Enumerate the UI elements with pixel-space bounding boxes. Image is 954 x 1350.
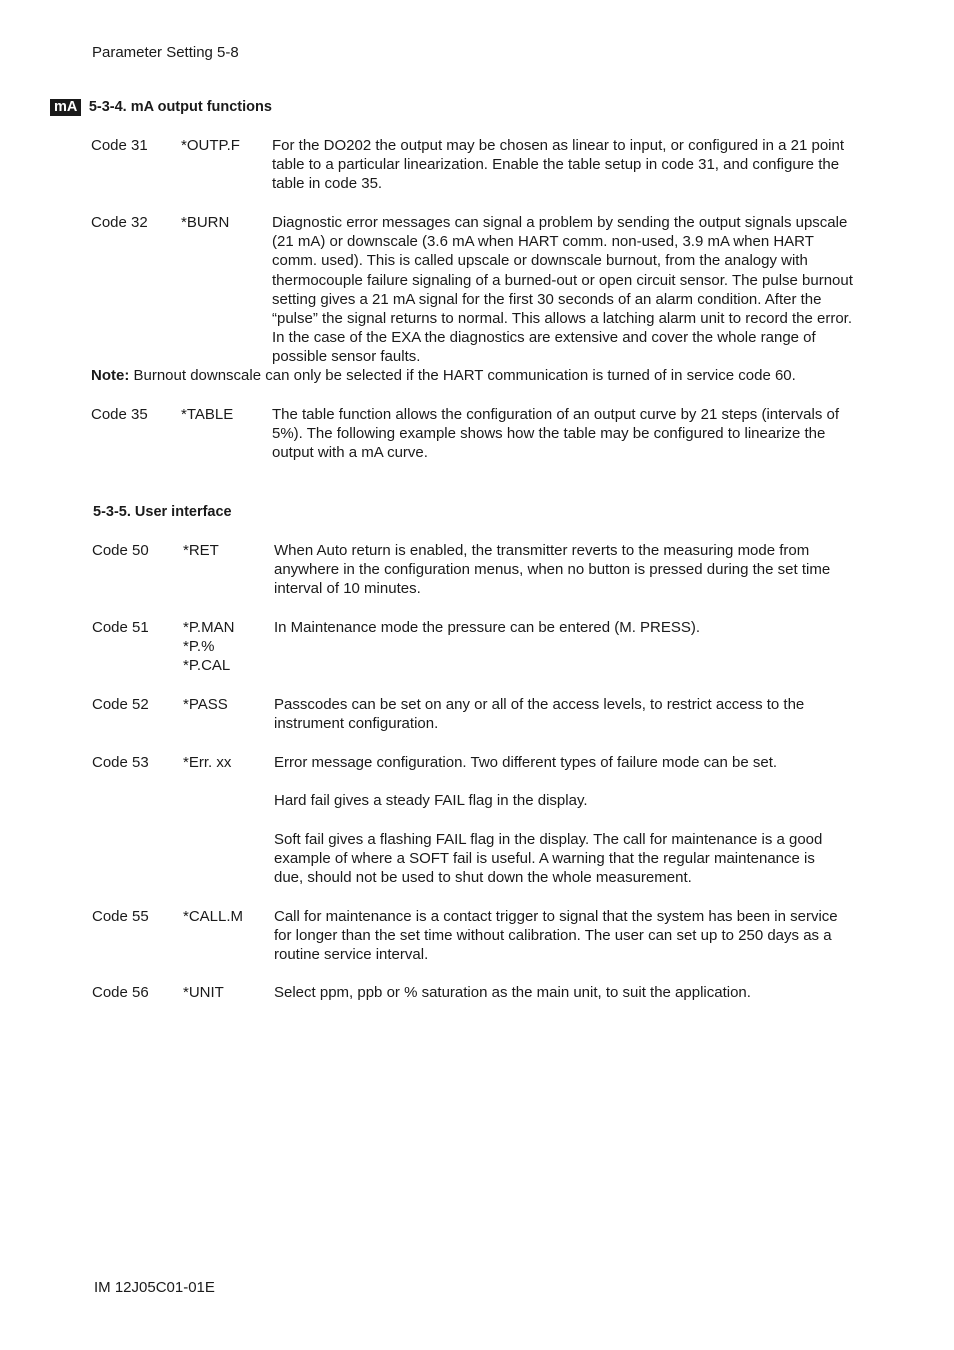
param-name: *PASS	[183, 696, 228, 713]
param-description: Diagnostic error messages can signal a problem by sending the output signals upscale (21 mA) or downscale (3.6 mA when HART comm. non-used, 3.9 mA when HART comm. used). This is called upscale or downscale burnout, from the analogy with thermocouple failure signaling of a burned-out or open circuit sensor. The pulse burnout setting gives a 21 mA signal for the first 30 seconds of an alarm condition. After the “pulse” the signal returns to normal. This allows a latching alarm unit to record the error. In the case of the EXA the diagnostics are extensive and cover the whole range of possible sensor faults.	[272, 214, 853, 366]
param-name: *TABLE	[181, 406, 234, 423]
param-name: *OUTP.F	[181, 137, 240, 154]
section-title: 5-3-4. mA output functions	[88, 99, 272, 115]
param-name: *Err. xx	[183, 754, 232, 771]
param-name: *CALL.M	[183, 908, 244, 925]
code-label: Code 56	[92, 984, 149, 1001]
param-description: Call for maintenance is a contact trigger to signal that the system has been in service for longer than the set time without calibration. The user can set up to 250 days as a routine service interval.	[274, 908, 838, 964]
section-title-user-interface: 5-3-5. User interface	[93, 504, 232, 520]
param-name: *P.MAN *P.% *P.CAL	[183, 619, 235, 675]
param-name: *BURN	[181, 214, 230, 231]
code-label: Code 31	[91, 137, 148, 154]
note-label: Note:	[91, 367, 130, 384]
section-heading-ma	[50, 98, 272, 116]
param-description: In Maintenance mode the pressure can be entered (M. PRESS).	[274, 619, 701, 636]
page-header: Parameter Setting 5-8	[92, 44, 239, 61]
param-description: For the DO202 the output may be chosen as linear to input, or configured in a 21 point table to a particular linearization. Enable the table setup in code 31, and configure the table in code 35.	[272, 137, 845, 193]
code-label: Code 55	[92, 908, 149, 925]
code-label: Code 51	[92, 619, 149, 636]
code-label: Code 32	[91, 214, 148, 231]
note-text: Burnout downscale can only be selected if the HART communication is turned of in service code 60.	[129, 367, 796, 384]
page-footer-doc-id: IM 12J05C01-01E	[94, 1279, 215, 1296]
code-label: Code 52	[92, 696, 149, 713]
param-description: The table function allows the configuration of an output curve by 21 steps (intervals of 5%). The following example shows how the table may be configured to linearize the output with a mA curve.	[272, 406, 839, 462]
hard-fail-text: Hard fail gives a steady FAIL flag in the display.	[274, 792, 588, 810]
param-description	[274, 753, 858, 887]
param-name: *UNIT	[183, 984, 224, 1001]
ma-badge: mA	[50, 99, 81, 116]
param-description: Passcodes can be set on any or all of the access levels, to restrict access to the instrument configuration.	[274, 696, 805, 733]
code-label: Code 50	[92, 542, 149, 559]
param-name: *RET	[183, 542, 219, 559]
code-label: Code 35	[91, 406, 148, 423]
burnout-note	[91, 366, 796, 385]
soft-fail-text: Soft fail gives a flashing FAIL flag in the display. The call for maintenance is a good example of where a SOFT fail is useful. A warning that the regular maintenance is due, should not be used to shut down the whole measurement.	[274, 830, 823, 887]
param-description: Select ppm, ppb or % saturation as the main unit, to suit the application.	[274, 984, 751, 1001]
code-label: Code 53	[92, 754, 149, 771]
param-description: When Auto return is enabled, the transmitter reverts to the measuring mode from anywhere in the configuration menus, when no button is pressed during the set time interval of 10 minutes.	[274, 542, 831, 598]
error-config-text: Error message configuration. Two different types of failure mode can be set.	[274, 754, 778, 771]
